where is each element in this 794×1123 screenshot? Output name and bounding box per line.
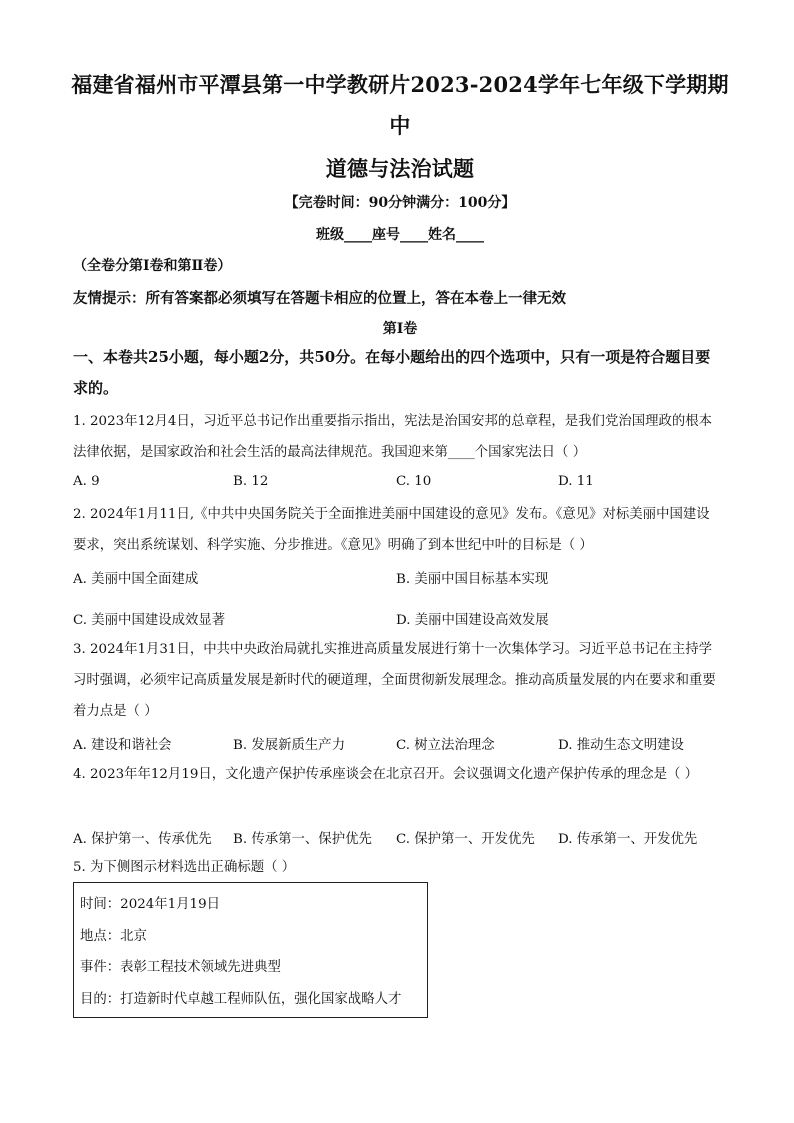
section-instructions: 一、本卷共25小题，每小题2分，共50分。在每小题给出的四个选项中，只有一项是符合题目要求的。 [73,348,711,397]
question-2-option-b: B. 美丽中国目标基本实现 [396,572,549,587]
question-2-option-d: D. 美丽中国建设高效发展 [396,613,549,628]
question-4-option-d: D. 传承第一、开发优先 [558,832,698,847]
question-4-option-a: A. 保护第一、传承优先 [73,832,212,847]
question-1-option-a: A. 9 [73,474,100,489]
material-purpose: 目的：打造新时代卓越工程师队伍，强化国家战略人才 [80,991,402,1007]
material-place: 地点：北京 [80,928,147,944]
volume-note: （全卷分第Ⅰ卷和第Ⅱ卷） [73,258,232,274]
subject-title: 道德与法治试题 [325,156,475,181]
question-3-option-b: B. 发展新质生产力 [233,738,346,753]
exam-title-line2: 中 [389,113,411,138]
part-title: 第Ⅰ卷 [382,321,418,337]
reminder-text: 友情提示：所有答案都必须填写在答题卡相应的位置上，答在本卷上一律无效 [73,290,566,307]
question-3-option-c: C. 树立法治理念 [396,738,495,753]
question-3-stem: 3. 2024年1月31日，中共中央政治局就扎实推进高质量发展进行第十一次集体学习。习近平总书记在主持学习时强调，必须牢记高质量发展是新时代的硬道理，全面贯彻新发展理念。推动高质量发展的内在要求和重要着力点是（ ） [73,642,716,719]
question-4-option-b: B. 传承第一、保护优先 [233,832,372,847]
question-1-option-d: D. 11 [558,474,594,489]
question-4-stem: 4. 2023年年12月19日，文化遗产保护传承座谈会在北京召开。会议强调文化遗产保护传承的理念是（ ） [73,767,699,782]
question-2-stem: 2. 2024年1月11日,《中共中央国务院关于全面推进美丽中国建设的意见》发布。《意见》对标美丽中国建设要求，突出系统谋划、科学实施、分步推进。《意见》明确了到本世纪中叶的目标是（ ） [73,507,710,553]
question-1-option-c: C. 10 [396,474,432,489]
exam-title-line1: 福建省福州市平潭县第一中学教研片2023-2024学年七年级下学期期 [71,72,729,97]
question-2-option-a: A. 美丽中国全面建成 [73,572,199,587]
question-3-option-d: D. 推动生态文明建设 [558,738,684,753]
time-info: 【完卷时间：90分钟满分：100分】 [284,195,516,211]
material-box [73,882,428,1018]
question-1-option-b: B. 12 [233,474,269,489]
question-4-option-c: C. 保护第一、开发优先 [396,832,535,847]
material-time: 时间：2024年1月19日 [80,897,220,912]
question-2-option-c: C. 美丽中国建设成效显著 [73,613,226,628]
question-5-stem: 5. 为下侧图示材料选出正确标题（ ） [73,860,296,875]
material-event: 事件：表彰工程技术领域先进典型 [80,960,281,975]
question-3-option-a: A. 建设和谐社会 [73,738,172,753]
question-1-stem: 1. 2023年12月4日，习近平总书记作出重要指示指出，宪法是治国安邦的总章程，是我们党治国理政的根本法律依据，是国家政治和社会生活的最高法律规范。我国迎来第____个国家宪法日（ ） [73,414,713,460]
student-info: 班级____座号____姓名____ [316,227,484,243]
